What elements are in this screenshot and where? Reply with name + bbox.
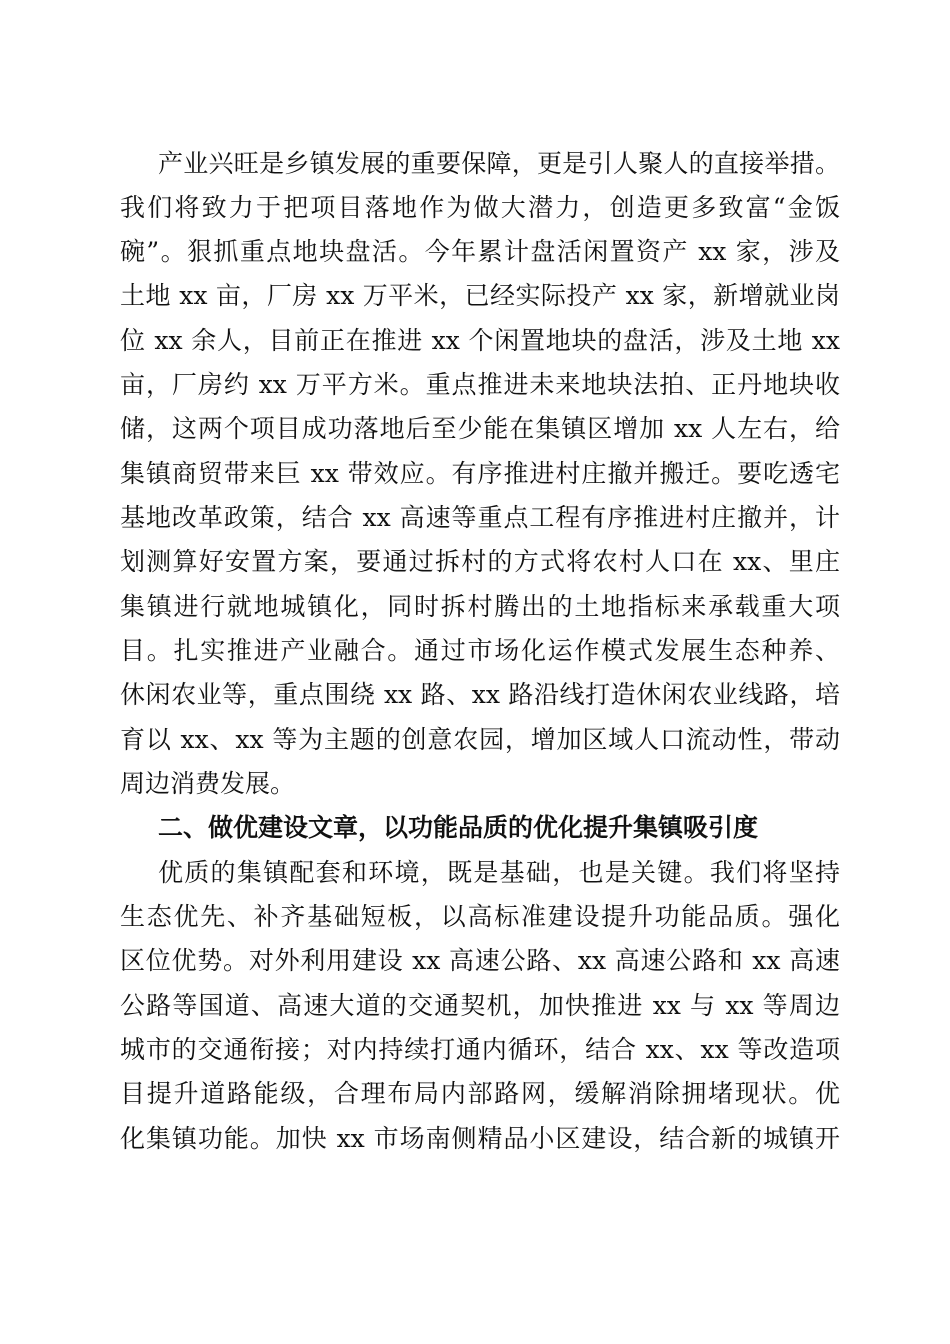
paragraph-1-line-1: 产业兴旺是乡镇发展的重要保障，更是引人聚人的直接举措。 [158,149,840,178]
paragraph-1-line-10: 划测算好安置方案，要通过拆村的方式将农村人口在 xx、里庄 [120,547,840,576]
paragraph-2-line-1: 优质的集镇配套和环境，既是基础，也是关键。我们将坚持 [158,858,840,887]
paragraph-1-line-3: 碗”。狠抓重点地块盘活。今年累计盘活闲置资产 xx 家，涉及 [120,237,840,266]
paragraph-1-line-7: 储，这两个项目成功落地后至少能在集镇区增加 xx 人左右，给 [120,414,840,443]
paragraph-1-line-5: 位 xx 余人，目前正在推进 xx 个闲置地块的盘活，涉及土地 xx [120,326,840,355]
paragraph-1-line-13: 休闲农业等，重点围绕 xx 路、xx 路沿线打造休闲农业线路，培 [120,680,840,709]
paragraph-1-line-8: 集镇商贸带来巨 xx 带效应。有序推进村庄撤并搬迁。要吃透宅 [120,459,840,488]
paragraph-2-line-7: 化集镇功能。加快 xx 市场南侧精品小区建设，结合新的城镇开 [120,1124,840,1153]
paragraph-1-line-15: 周边消费发展。 [120,769,296,798]
section-heading-2: 二、做优建设文章，以功能品质的优化提升集镇吸引度 [158,813,759,842]
paragraph-1-line-9: 基地改革政策，结合 xx 高速等重点工程有序推进村庄撤并，计 [120,503,840,532]
paragraph-1-line-2: 我们将致力于把项目落地作为做大潜力，创造更多致富“金饭 [120,193,840,222]
paragraph-1-line-6: 亩，厂房约 xx 万平方米。重点推进未来地块法拍、正丹地块收 [120,370,840,399]
paragraph-2-line-2: 生态优先、补齐基础短板，以高标准建设提升功能品质。强化 [120,902,840,931]
paragraph-1-line-4: 土地 xx 亩，厂房 xx 万平米，已经实际投产 xx 家，新增就业岗 [120,281,840,310]
paragraph-2-line-3: 区位优势。对外利用建设 xx 高速公路、xx 高速公路和 xx 高速 [120,946,840,975]
paragraph-2-line-5: 城市的交通衔接；对内持续打通内循环，结合 xx、xx 等改造项 [120,1035,840,1064]
paragraph-1-line-11: 集镇进行就地城镇化，同时拆村腾出的土地指标来承载重大项 [120,592,840,621]
paragraph-1-line-12: 目。扎实推进产业融合。通过市场化运作模式发展生态种养、 [120,636,840,665]
paragraph-1-line-14: 育以 xx、xx 等为主题的创意农园，增加区域人口流动性，带动 [120,725,840,754]
paragraph-2-line-4: 公路等国道、高速大道的交通契机，加快推进 xx 与 xx 等周边 [120,991,840,1020]
paragraph-2-line-6: 目提升道路能级，合理布局内部路网，缓解消除拥堵现状。优 [120,1079,840,1108]
